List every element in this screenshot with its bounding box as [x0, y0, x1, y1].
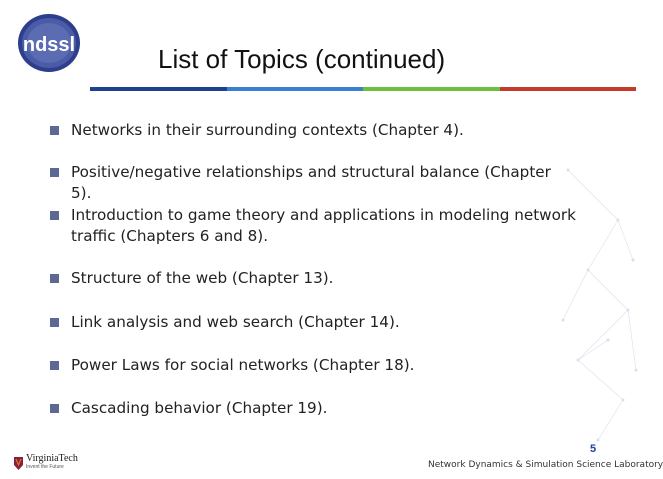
- list-item: [50, 205, 576, 247]
- topic-text: Structure of the web (Chapter 13).: [71, 269, 334, 287]
- university-tagline: Invent the Future: [26, 464, 64, 470]
- list-item: [50, 268, 576, 289]
- rule-segment: [363, 87, 500, 91]
- bullet-marker: [50, 361, 59, 370]
- topic-text: Introduction to game theory and applications in modeling network traffic (Chapters 6 and 8).: [71, 206, 576, 245]
- topic-text: Power Laws for social networks (Chapter 18).: [71, 356, 415, 374]
- list-item: [50, 355, 576, 376]
- logo-text: ndssl: [22, 34, 76, 56]
- rule-segment: [227, 87, 364, 91]
- topic-text: Cascading behavior (Chapter 19).: [71, 399, 328, 417]
- list-item: [50, 312, 576, 333]
- university-name: VirginiaTech: [26, 453, 78, 464]
- network-decoration: [558, 150, 638, 450]
- topic-text: Networks in their surrounding contexts (Chapter 4).: [71, 121, 464, 139]
- slide-title: List of Topics (continued): [158, 44, 446, 74]
- bullet-marker: [50, 404, 59, 413]
- bullet-marker: [50, 211, 59, 220]
- bullet-marker: [50, 126, 59, 135]
- bullet-marker: [50, 274, 59, 283]
- list-item: [50, 398, 576, 419]
- bullet-marker: [50, 318, 59, 327]
- title-rule: [90, 87, 636, 91]
- bullet-marker: [50, 168, 59, 177]
- lab-name: Network Dynamics & Simulation Science Laboratory: [428, 460, 663, 470]
- virginia-tech-logo: [14, 453, 78, 473]
- ndssl-logo: [16, 12, 82, 74]
- list-item: [50, 120, 576, 141]
- vt-shield-icon: [14, 457, 23, 470]
- rule-segment: [500, 87, 637, 91]
- page-number: 5: [590, 443, 597, 455]
- topic-text: Positive/negative relationships and structural balance (Chapter 5).: [71, 163, 551, 202]
- list-item: [50, 162, 576, 204]
- topic-text: Link analysis and web search (Chapter 14).: [71, 313, 400, 331]
- rule-segment: [90, 87, 227, 91]
